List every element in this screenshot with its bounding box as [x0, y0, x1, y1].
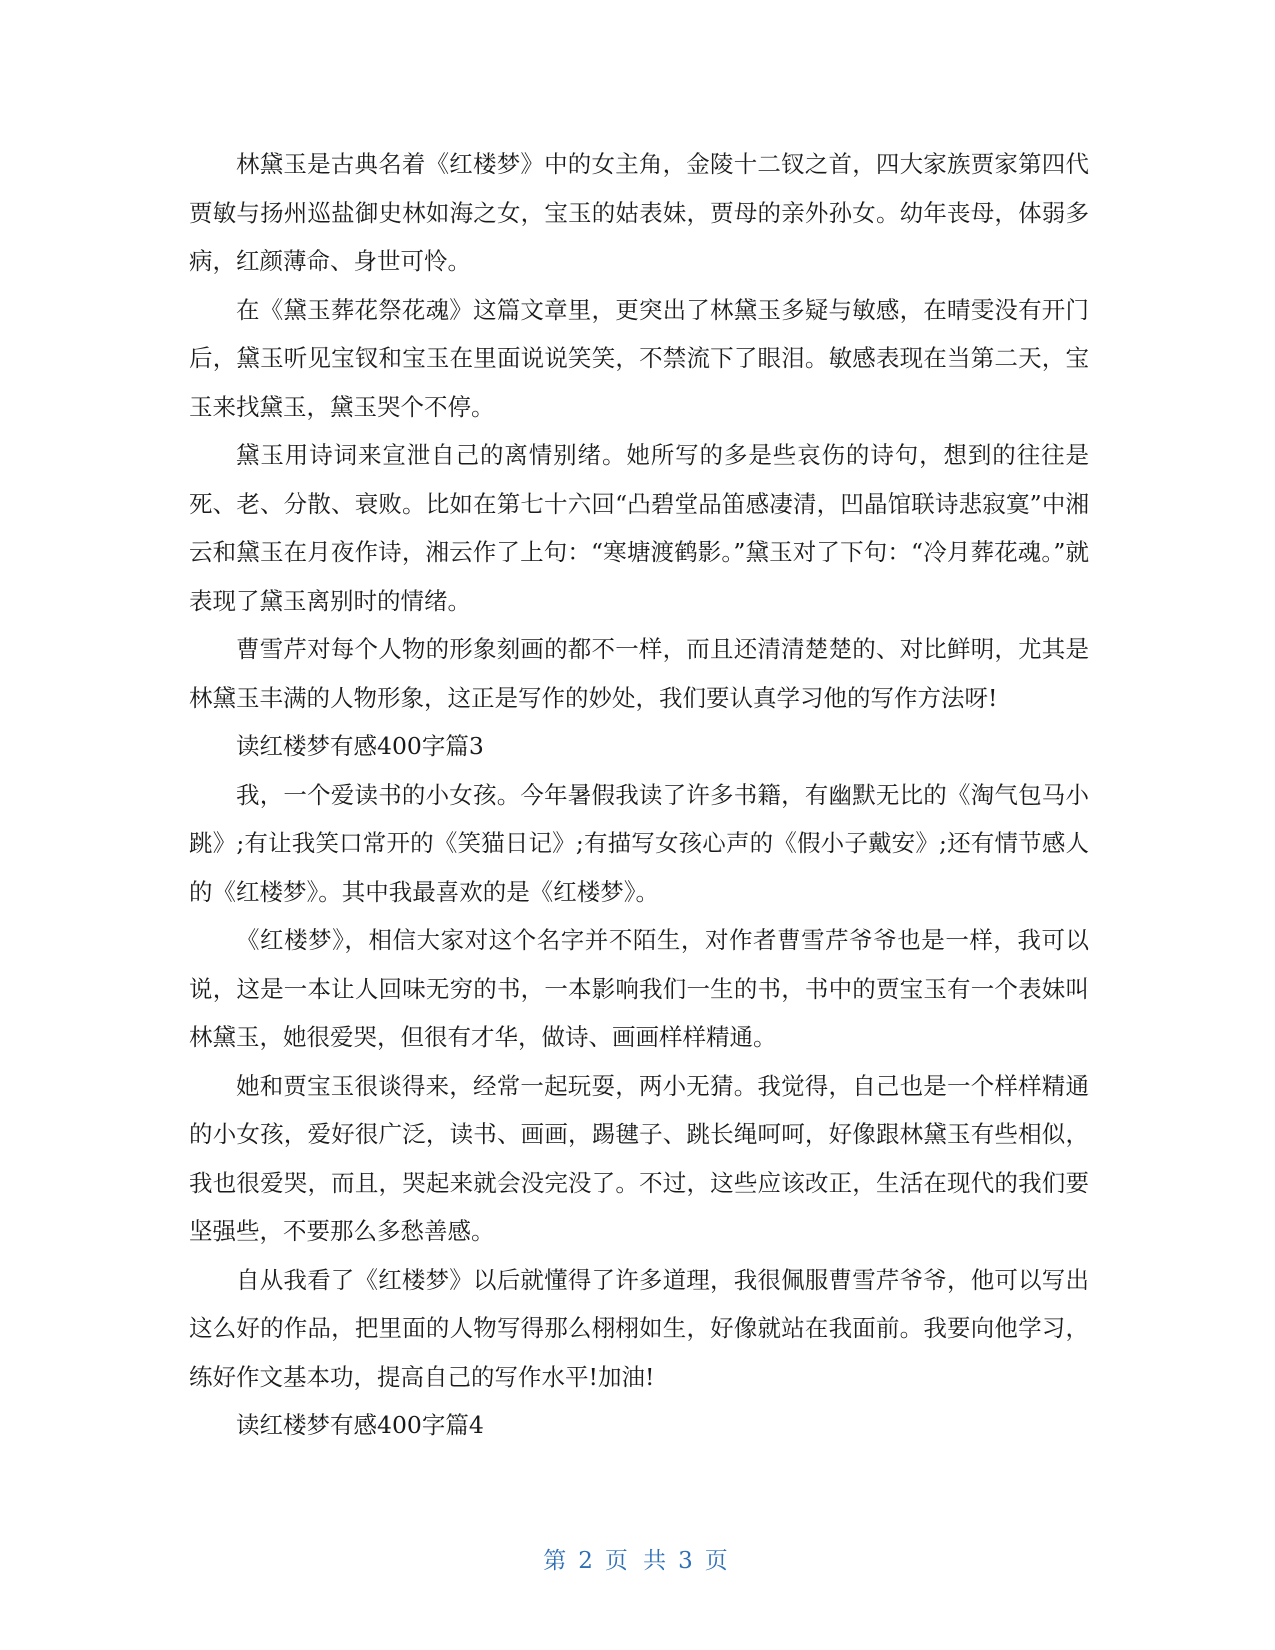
section-heading: 读红楼梦有感400字篇3	[236, 732, 484, 760]
paragraph: 她和贾宝玉很谈得来，经常一起玩耍，两小无猜。我觉得，自己也是一个样样精通的小女孩，爱好很广泛，读书、画画，踢毽子、跳长绳呵呵，好像跟林黛玉有些相似，我也很爱哭，而且，哭起来就会没完没了。不过，这些应该改正，生活在现代的我们要坚强些，不要那么多愁善感。	[189, 1071, 1089, 1245]
paragraph: 林黛玉是古典名着《红楼梦》中的女主角，金陵十二钗之首，四大家族贾家第四代贾敏与扬州巡盐御史林如海之女，宝玉的姑表妹，贾母的亲外孙女。幼年丧母，体弱多病，红颜薄命、身世可怜。	[189, 150, 1089, 275]
paragraph: 自从我看了《红楼梦》以后就懂得了许多道理，我很佩服曹雪芹爷爷，他可以写出这么好的作品，把里面的人物写得那么栩栩如生，好像就站在我面前。我要向他学习，练好作文基本功，提高自己的写作水平!加油!	[189, 1265, 1089, 1391]
page-footer	[0, 1542, 1275, 1575]
paragraph: 曹雪芹对每个人物的形象刻画的都不一样，而且还清清楚楚的、对比鲜明，尤其是林黛玉丰满的人物形象，这正是写作的妙处，我们要认真学习他的写作方法呀!	[189, 635, 1089, 712]
paragraph: 我，一个爱读书的小女孩。今年暑假我读了许多书籍，有幽默无比的《淘气包马小跳》;有让我笑口常开的《笑猫日记》;有描写女孩心声的《假小子戴安》;还有情节感人的《红楼梦》。其中我最喜欢的是《红楼梦》。	[189, 780, 1089, 906]
footer-middle: 页 共	[604, 1548, 671, 1574]
current-page-number: 2	[578, 1548, 597, 1574]
footer-prefix: 第	[543, 1548, 571, 1574]
paragraph: 黛玉用诗词来宣泄自己的离情别绪。她所写的多是些哀伤的诗句，想到的往往是死、老、分散、衰败。比如在第七十六回“凸碧堂品笛感凄清，凹晶馆联诗悲寂寞”中湘云和黛玉在月夜作诗，湘云作了上句：“寒塘渡鹤影。”黛玉对了下句：“冷月葬花魂。”就表现了黛玉离别时的情绪。	[189, 441, 1089, 615]
footer-suffix: 页	[704, 1548, 732, 1574]
section-heading: 读红楼梦有感400字篇4	[236, 1411, 484, 1439]
paragraph: 在《黛玉葬花祭花魂》这篇文章里，更突出了林黛玉多疑与敏感，在晴雯没有开门后，黛玉听见宝钗和宝玉在里面说说笑笑，不禁流下了眼泪。敏感表现在当第二天，宝玉来找黛玉，黛玉哭个不停。	[189, 295, 1089, 421]
total-page-number: 3	[678, 1548, 697, 1574]
paragraph: 《红楼梦》，相信大家对这个名字并不陌生，对作者曹雪芹爷爷也是一样，我可以说，这是一本让人回味无穷的书，一本影响我们一生的书，书中的贾宝玉有一个表妹叫林黛玉，她很爱哭，但很有才华，做诗、画画样样精通。	[189, 926, 1089, 1051]
document-body	[189, 140, 1089, 1450]
